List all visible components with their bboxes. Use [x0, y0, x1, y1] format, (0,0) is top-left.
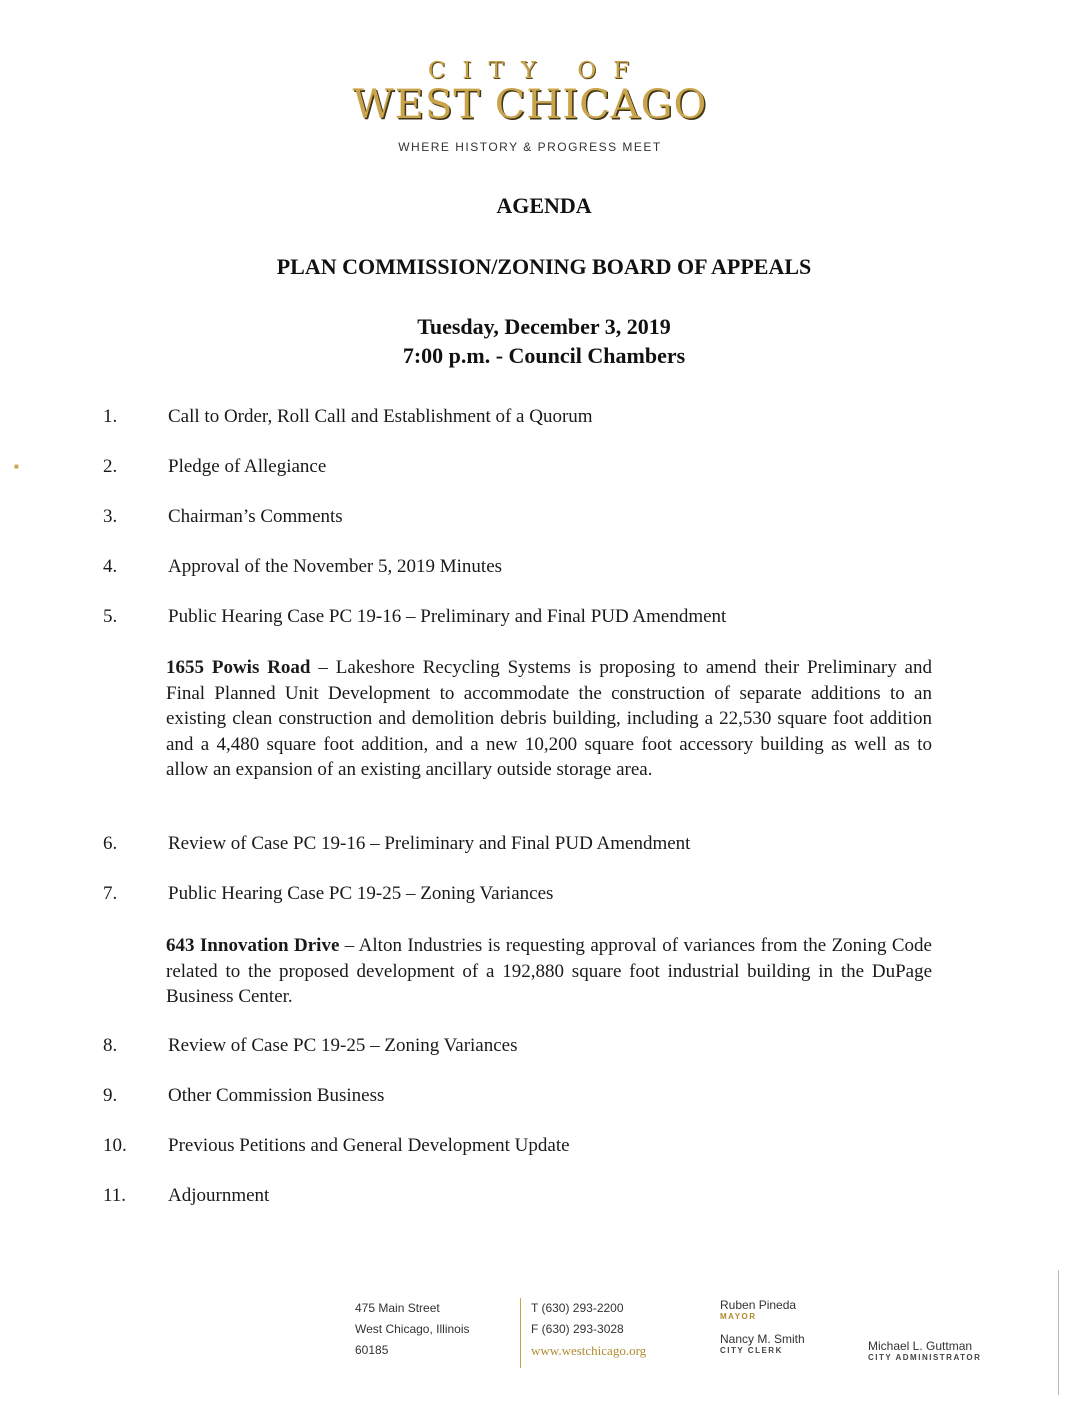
meeting-date-time: [0, 312, 1088, 370]
footer-officials: [720, 1298, 805, 1366]
address-zip: 60185: [355, 1343, 389, 1357]
item-number: 2.: [103, 456, 118, 477]
footer-administrator: [868, 1339, 981, 1373]
item-text: Call to Order, Roll Call and Establishment of a Quorum: [168, 406, 593, 427]
item-text: Chairman’s Comments: [168, 506, 343, 527]
item-text: Pledge of Allegiance: [168, 456, 327, 477]
board-heading: PLAN COMMISSION/ZONING BOARD OF APPEALS: [276, 254, 812, 279]
footer-contact: [520, 1298, 646, 1368]
margin-mark-icon: ■: [14, 462, 19, 471]
item-7-description: [166, 933, 932, 1010]
item-text: Adjournment: [168, 1185, 270, 1206]
item-number: 9.: [103, 1085, 118, 1106]
item-number: 11.: [103, 1185, 127, 1206]
item-text: Review of Case PC 19-16 – Preliminary and Final PUD Amendment: [168, 833, 691, 854]
item-text: Public Hearing Case PC 19-16 – Preliminary and Final PUD Amendment: [168, 606, 727, 627]
item-text: Other Commission Business: [168, 1085, 385, 1106]
mayor-title: MAYOR: [720, 1312, 757, 1321]
item-7-address: 643 Innovation Drive: [166, 935, 340, 956]
city-logo: [340, 58, 720, 154]
scan-edge-divider: [1058, 1270, 1059, 1395]
address-city: West Chicago, Illinois: [355, 1322, 470, 1336]
item-text: Previous Petitions and General Development Update: [168, 1135, 570, 1156]
item-5-details: – Lakeshore Recycling Systems is proposing to amend their Preliminary and Final Planned Unit Development to accommodate the construction of separate additions to an existing clean construction and demolition debris building, including a 22,530 square foot addition and a 4,480 square foot addition, and a new 10,200 square foot accessory building as well as to allow an expansion of an existing ancillary outside storage area.: [166, 657, 932, 780]
footer-address: [355, 1298, 470, 1361]
meeting-date: Tuesday, December 3, 2019: [417, 314, 671, 339]
item-number: 1.: [103, 406, 118, 427]
clerk-name: Nancy M. Smith: [720, 1332, 805, 1346]
item-number: 6.: [103, 833, 118, 854]
website-link[interactable]: www.westchicago.org: [531, 1343, 647, 1358]
item-number: 8.: [103, 1035, 118, 1056]
item-number: 4.: [103, 556, 118, 577]
item-7-details: – Alton Industries is requesting approval of variances from the Zoning Code related to the proposed development of a 192,880 square foot industrial building in the DuPage Business Center.: [166, 935, 932, 1007]
item-number: 10.: [103, 1135, 127, 1156]
item-text: Public Hearing Case PC 19-25 – Zoning Variances: [168, 883, 554, 904]
item-text: Approval of the November 5, 2019 Minutes: [168, 556, 503, 577]
administrator-title: CITY ADMINISTRATOR: [868, 1353, 982, 1362]
logo-city-name: WEST CHICAGO: [352, 82, 708, 128]
item-text: Review of Case PC 19-25 – Zoning Variances: [168, 1035, 518, 1056]
address-street: 475 Main Street: [355, 1301, 440, 1315]
fax-number: F (630) 293-3028: [531, 1322, 624, 1336]
item-5-address: 1655 Powis Road: [166, 657, 311, 678]
item-number: 5.: [103, 606, 118, 627]
administrator-name: Michael L. Guttman: [868, 1339, 973, 1353]
item-number: 7.: [103, 883, 118, 904]
meeting-time-place: 7:00 p.m. - Council Chambers: [402, 343, 686, 368]
logo-tagline: WHERE HISTORY & PROGRESS MEET: [398, 140, 662, 154]
clerk-title: CITY CLERK: [720, 1346, 783, 1355]
logo-city-of: CITY OF: [427, 58, 647, 84]
mayor-name: Ruben Pineda: [720, 1298, 797, 1312]
item-5-description: [166, 655, 932, 783]
agenda-heading: AGENDA: [496, 193, 592, 218]
item-number: 3.: [103, 506, 118, 527]
phone-number: T (630) 293-2200: [531, 1301, 624, 1315]
